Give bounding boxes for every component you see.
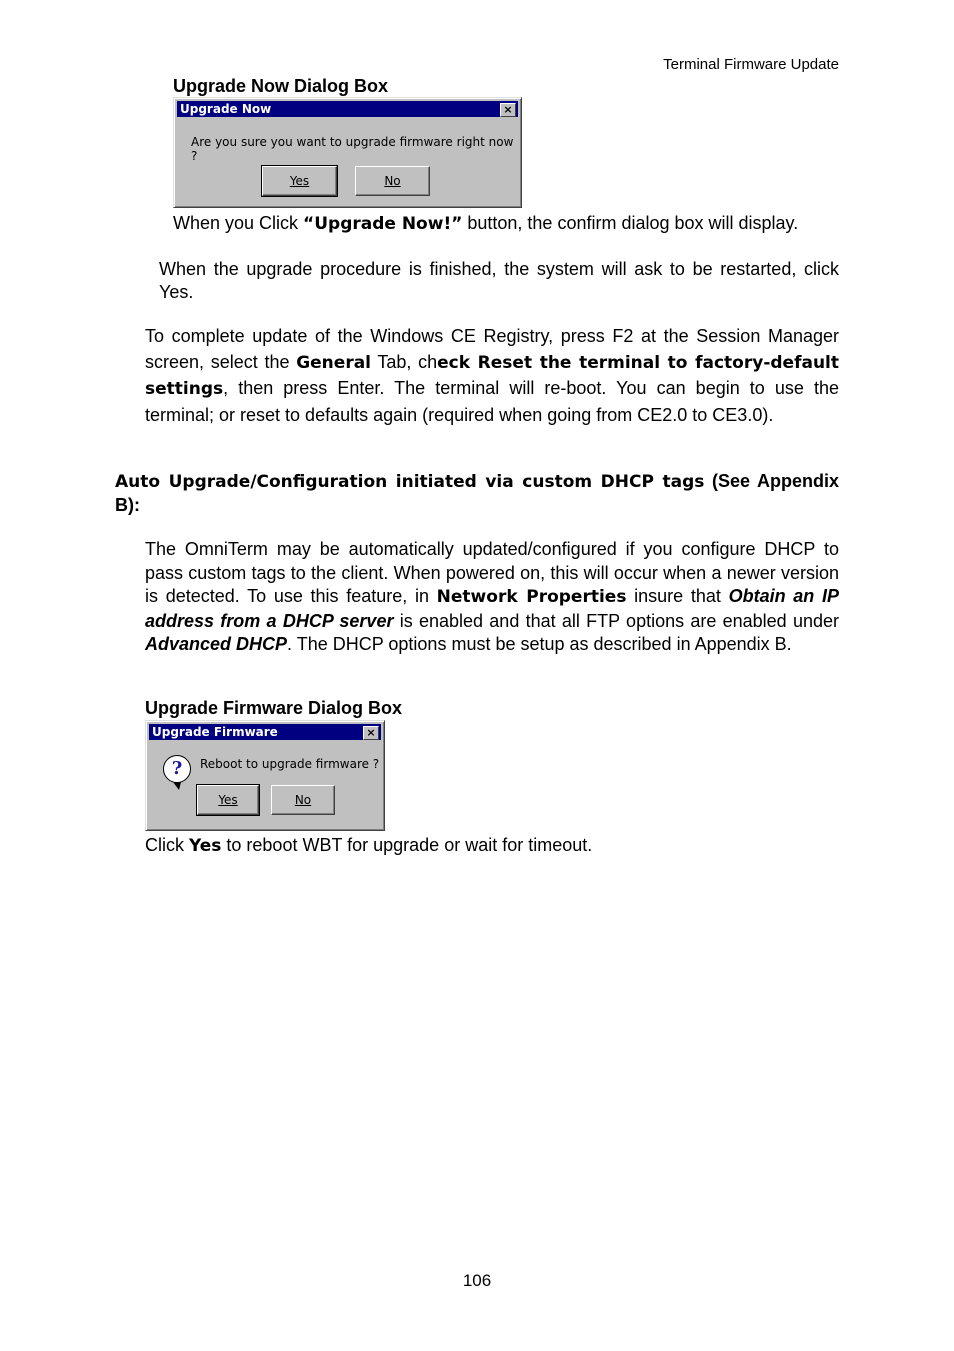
running-header: Terminal Firmware Update	[663, 56, 839, 73]
upgrade-now-dialog	[173, 97, 522, 208]
close-icon[interactable]: ×	[363, 726, 379, 740]
text-run: When you Click	[173, 213, 304, 233]
close-icon[interactable]: ×	[500, 103, 516, 117]
upgrade-now-term: “Upgrade Now!”	[303, 214, 463, 234]
heading-suffix: (See Appendix B):	[115, 471, 839, 515]
general-tab-term: General	[296, 352, 372, 373]
text-run: Click	[145, 835, 189, 855]
restart-paragraph: When the upgrade procedure is finished, the system will ask to be restarted, click Yes.	[159, 259, 839, 302]
question-icon: ?	[163, 755, 191, 783]
text-run: insure that	[626, 586, 729, 606]
text-run: The OmniTerm may be automatically updated/configured if you configure DHCP to pass custom tags to the client. When powered on, this will occur when a newer version is detected. To use this feature, in	[145, 539, 839, 606]
obtain-ip-term: Obtain an IP address from a DHCP server	[145, 586, 839, 631]
no-button-label: No	[384, 174, 401, 188]
reset-setting-term: eck Reset the terminal to factory-default settings	[145, 352, 840, 399]
question-icon-tail	[173, 782, 181, 790]
dialog-titlebar	[177, 101, 518, 117]
dialog-title: Upgrade Firmware	[152, 725, 278, 739]
click-yes-paragraph	[145, 834, 839, 858]
no-button[interactable]	[355, 166, 430, 196]
page-number: 106	[462, 1271, 492, 1290]
text-run: , then press Enter. The terminal will re-boot. You can begin to use the terminal; or reset to defaults again (required when going from CE2.0 to CE3.0).	[145, 378, 839, 425]
no-button-label: No	[294, 793, 312, 807]
text-run: button, the confirm dialog box will display.	[462, 213, 799, 233]
dialog-message: Reboot to upgrade firmware ?	[200, 757, 380, 771]
section-heading	[115, 470, 839, 516]
text-run: to reboot WBT for upgrade or wait for timeout.	[221, 835, 593, 855]
dialog-title: Upgrade Now	[180, 102, 272, 116]
dialog-titlebar	[149, 724, 381, 740]
network-properties-term: Network Properties	[436, 587, 627, 607]
no-button[interactable]	[271, 785, 335, 815]
text-run: . The DHCP options must be setup as described in Appendix B.	[287, 634, 792, 654]
yes-button-label: Yes	[289, 174, 310, 188]
upgrade-firmware-caption: Upgrade Firmware Dialog Box	[145, 698, 403, 718]
text-run: is enabled and that all FTP options are enabled under	[393, 610, 839, 631]
yes-button[interactable]	[197, 785, 259, 815]
yes-button-label: Yes	[218, 793, 238, 807]
dialog-message: Are you sure you want to upgrade firmware right now ?	[191, 135, 514, 163]
text-run: Tab, ch	[371, 351, 438, 372]
registry-paragraph	[145, 324, 839, 428]
dhcp-paragraph	[145, 538, 839, 657]
yes-button[interactable]	[262, 166, 337, 196]
text-run: To complete update of the Windows CE Registry, press F2 at the Session Manager screen, select the	[145, 326, 839, 372]
heading-main: Auto Upgrade/Configuration initiated via custom DHCP tags	[115, 472, 705, 492]
upgrade-now-caption: Upgrade Now Dialog Box	[173, 76, 389, 96]
confirm-paragraph	[173, 212, 839, 236]
advanced-dhcp-term: Advanced DHCP	[145, 634, 288, 654]
yes-term: Yes	[189, 836, 222, 856]
upgrade-firmware-dialog	[145, 720, 385, 831]
